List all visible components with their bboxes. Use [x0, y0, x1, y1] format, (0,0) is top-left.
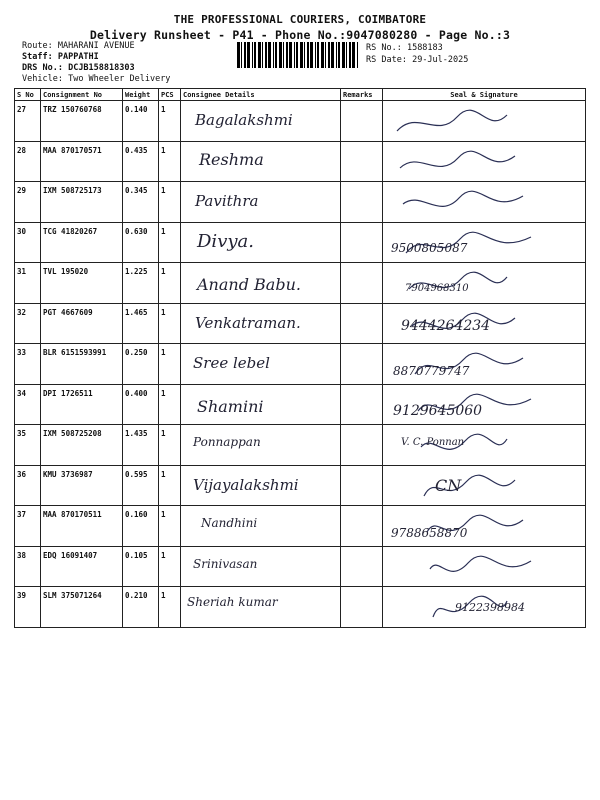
col-seal-header: Seal & Signature [383, 89, 586, 101]
consignment-cell: DPI 1726511 [41, 384, 123, 425]
sno-cell: 38 [15, 546, 41, 587]
consignment-cell: TCG 41820267 [41, 222, 123, 263]
staff-label: Staff: [22, 52, 53, 62]
col-consignment-header: Consignment No [41, 89, 123, 101]
weight-cell: 0.345 [123, 182, 159, 223]
vehicle-line [22, 74, 170, 84]
sno-cell: 30 [15, 222, 41, 263]
table-row [15, 101, 586, 142]
staff-line [22, 52, 99, 62]
consignee-cell [181, 182, 341, 223]
col-consignee-header: Consignee Details [181, 89, 341, 101]
consignment-cell: MAA 870170571 [41, 141, 123, 182]
remarks-cell [341, 506, 383, 547]
weight-cell: 0.140 [123, 101, 159, 142]
handwritten-phone: V. C. Ponnan [401, 437, 465, 448]
col-weight-header: Weight [123, 89, 159, 101]
table-row [15, 506, 586, 547]
table-header-row [15, 89, 586, 101]
vehicle-label: Vehicle: [22, 74, 63, 84]
drs-value: DCJB158818303 [68, 63, 135, 73]
handwritten-consignee: Shamini [197, 396, 264, 416]
weight-cell: 0.160 [123, 506, 159, 547]
table-row [15, 141, 586, 182]
consignee-cell [181, 506, 341, 547]
consignee-cell [181, 587, 341, 628]
handwritten-consignee: Nandhini [201, 516, 258, 530]
consignment-cell: BLR 6151593991 [41, 344, 123, 385]
handwritten-phone: 9122398984 [455, 601, 525, 614]
seal-signature-cell [383, 101, 586, 142]
consignment-cell: SLM 375071264 [41, 587, 123, 628]
barcode-image [237, 42, 359, 68]
col-remarks-header: Remarks [341, 89, 383, 101]
handwritten-consignee: Vijayalakshmi [193, 475, 299, 494]
seal-signature-cell [383, 425, 586, 466]
consignee-cell [181, 465, 341, 506]
weight-cell: 0.210 [123, 587, 159, 628]
seal-signature-cell [383, 222, 586, 263]
pcs-cell: 1 [159, 222, 181, 263]
runsheet-subtitle: Delivery Runsheet - P41 - Phone No.:9047080280 - Page No.:3 [89, 28, 511, 42]
weight-cell: 0.630 [123, 222, 159, 263]
handwritten-consignee: Sheriah kumar [187, 595, 278, 609]
sno-cell: 36 [15, 465, 41, 506]
sno-cell: 35 [15, 425, 41, 466]
consignment-cell: TVL 195020 [41, 263, 123, 304]
handwritten-consignee: Anand Babu. [197, 275, 301, 294]
consignee-cell [181, 141, 341, 182]
weight-cell: 0.595 [123, 465, 159, 506]
remarks-cell [341, 101, 383, 142]
pcs-cell: 1 [159, 263, 181, 304]
weight-cell: 0.250 [123, 344, 159, 385]
seal-signature-cell [383, 141, 586, 182]
table-row [15, 425, 586, 466]
table-row [15, 344, 586, 385]
table-row [15, 465, 586, 506]
col-pcs-header: PCS [159, 89, 181, 101]
pcs-cell: 1 [159, 506, 181, 547]
handwritten-consignee: Venkatraman. [195, 313, 301, 332]
sno-cell: 39 [15, 587, 41, 628]
weight-cell: 1.465 [123, 303, 159, 344]
signature-scribble [387, 551, 587, 587]
pcs-cell: 1 [159, 587, 181, 628]
table-row [15, 546, 586, 587]
pcs-cell: 1 [159, 141, 181, 182]
company-title: THE PROFESSIONAL COURIERS, COIMBATORE [173, 13, 427, 26]
remarks-cell [341, 465, 383, 506]
col-sno-header: S No [15, 89, 41, 101]
weight-cell: 0.435 [123, 141, 159, 182]
handwritten-consignee: Sree lebel [193, 354, 270, 372]
remarks-cell [341, 344, 383, 385]
pcs-cell: 1 [159, 546, 181, 587]
handwritten-consignee: Pavithra [195, 192, 259, 210]
signature-scribble [387, 146, 587, 182]
remarks-cell [341, 587, 383, 628]
rs-date-line [366, 55, 468, 65]
handwritten-consignee: Reshma [199, 149, 264, 169]
sno-cell: 33 [15, 344, 41, 385]
weight-cell: 0.400 [123, 384, 159, 425]
weight-cell: 0.105 [123, 546, 159, 587]
weight-cell: 1.435 [123, 425, 159, 466]
pcs-cell: 1 [159, 465, 181, 506]
remarks-cell [341, 263, 383, 304]
sno-cell: 27 [15, 101, 41, 142]
table-row [15, 182, 586, 223]
seal-signature-cell [383, 303, 586, 344]
remarks-cell [341, 303, 383, 344]
handwritten-phone: 8870779747 [393, 364, 470, 378]
sno-cell: 28 [15, 141, 41, 182]
consignee-cell [181, 222, 341, 263]
handwritten-consignee: Ponnappan [193, 435, 261, 449]
handwritten-phone: 9129645060 [393, 402, 483, 419]
handwritten-consignee: Srinivasan [193, 556, 258, 571]
remarks-cell [341, 182, 383, 223]
drs-line [22, 63, 135, 73]
consignee-cell [181, 384, 341, 425]
seal-signature-cell [383, 465, 586, 506]
table-row [15, 303, 586, 344]
seal-signature-cell [383, 344, 586, 385]
signature-scribble [387, 186, 587, 222]
seal-signature-cell [383, 587, 586, 628]
signature-scribble [387, 470, 587, 506]
consignee-cell [181, 344, 341, 385]
rs-no-line [366, 43, 443, 53]
consignment-cell: EDQ 16091407 [41, 546, 123, 587]
sno-cell: 29 [15, 182, 41, 223]
remarks-cell [341, 546, 383, 587]
consignment-cell: IXM 508725173 [41, 182, 123, 223]
consignee-cell [181, 101, 341, 142]
sno-cell: 32 [15, 303, 41, 344]
handwritten-consignee: Bagalakshmi [195, 111, 293, 129]
handwritten-phone: 7904968310 [405, 283, 469, 294]
pcs-cell: 1 [159, 182, 181, 223]
consignment-cell: TRZ 150760768 [41, 101, 123, 142]
table-row [15, 222, 586, 263]
vehicle-value: Two Wheeler Delivery [68, 74, 171, 84]
table-row [15, 587, 586, 628]
seal-signature-cell [383, 182, 586, 223]
route-label: Route: [22, 41, 53, 51]
handwritten-phone: 9444264234 [401, 317, 491, 334]
pcs-cell: 1 [159, 425, 181, 466]
seal-signature-cell [383, 506, 586, 547]
pcs-cell: 1 [159, 303, 181, 344]
handwritten-phone: 9788658870 [391, 526, 468, 540]
remarks-cell [341, 384, 383, 425]
consignee-cell [181, 425, 341, 466]
sno-cell: 34 [15, 384, 41, 425]
sno-cell: 37 [15, 506, 41, 547]
rs-no-label: RS No.: [366, 43, 402, 53]
rs-no-value: 1588183 [406, 43, 443, 53]
consignment-cell: MAA 870170511 [41, 506, 123, 547]
weight-cell: 1.225 [123, 263, 159, 304]
table-row [15, 263, 586, 304]
drs-label: DRS No.: [22, 63, 63, 73]
runsheet-table [14, 88, 586, 628]
consignee-cell [181, 546, 341, 587]
consignment-cell: KMU 3736987 [41, 465, 123, 506]
consignment-cell: PGT 4667609 [41, 303, 123, 344]
rs-date-value: 29-Jul-2025 [412, 55, 469, 65]
handwritten-phone: 9500805087 [391, 240, 468, 255]
table-row [15, 384, 586, 425]
remarks-cell [341, 425, 383, 466]
consignment-cell: IXM 508725208 [41, 425, 123, 466]
consignee-cell [181, 303, 341, 344]
staff-value: PAPPATHI [57, 52, 99, 62]
route-value: MAHARANI AVENUE [57, 41, 135, 51]
consignee-cell [181, 263, 341, 304]
handwritten-phone: CN [435, 475, 462, 495]
pcs-cell: 1 [159, 101, 181, 142]
pcs-cell: 1 [159, 344, 181, 385]
remarks-cell [341, 222, 383, 263]
rs-date-label: RS Date: [366, 55, 407, 65]
sno-cell: 31 [15, 263, 41, 304]
route-line [22, 41, 135, 51]
pcs-cell: 1 [159, 384, 181, 425]
seal-signature-cell [383, 263, 586, 304]
seal-signature-cell [383, 384, 586, 425]
signature-scribble [387, 105, 587, 141]
seal-signature-cell [383, 546, 586, 587]
handwritten-consignee: Divya. [197, 230, 254, 252]
remarks-cell [341, 141, 383, 182]
